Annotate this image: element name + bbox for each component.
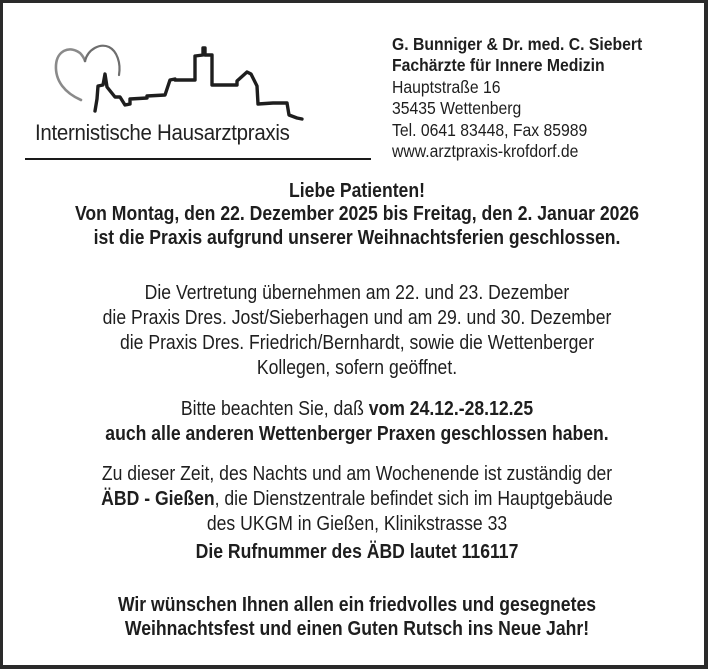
wishes-line: Wir wünschen Ihnen allen ein friedvolles und gesegnetes: [117, 594, 597, 616]
closure-dates: Von Montag, den 22. Dezember 2025 bis Freitag, den 2. Januar 2026: [74, 203, 640, 225]
emergency-line: [45, 487, 668, 512]
greeting-heading: Liebe Patienten!: [289, 180, 425, 202]
closed-dates-line: [45, 397, 668, 422]
closed-scope: auch alle anderen Wettenberger Praxen geschlossen haben.: [105, 423, 609, 445]
emergency-service-name: ÄBD - Gießen: [101, 488, 215, 510]
practice-logo: [25, 41, 375, 165]
closure-reason: ist die Praxis aufgrund unserer Weihnachtsferien geschlossen.: [93, 227, 621, 249]
street-address: Hauptstraße 16: [392, 76, 501, 97]
doctor-names: G. Bunniger & Dr. med. C. Siebert: [392, 34, 643, 54]
practice-logo-text: Internistische Hausarztpraxis: [35, 120, 290, 145]
closure-announcement: [3, 180, 708, 250]
substitute-line: Die Vertretung übernehmen am 22. und 23. Dezember: [144, 282, 570, 304]
substitute-line: Kollegen, sofern geöffnet.: [256, 357, 458, 379]
closed-dates: vom 24.12.-28.12.25: [368, 398, 534, 420]
emergency-line: Zu dieser Zeit, des Nachts und am Wochenende ist zuständig der: [101, 463, 613, 485]
closed-prefix: Bitte beachten Sie, daß: [180, 398, 369, 420]
emergency-location: , die Dienstzentrale befindet sich im Hauptgebäude: [214, 488, 613, 510]
emergency-address: des UKGM in Gießen, Klinikstrasse 33: [206, 513, 508, 535]
specialty: Fachärzte für Innere Medizin: [392, 55, 605, 76]
heart-and-castle-skyline-icon: [25, 41, 375, 121]
substitute-practices: [3, 281, 708, 381]
contact-block: [392, 34, 708, 162]
emergency-service-info: [3, 462, 708, 564]
city-address: 35435 Wettenberg: [392, 98, 522, 119]
phone-fax: Tel. 0641 83448, Fax 85989: [392, 119, 588, 140]
holiday-wishes: [3, 593, 708, 641]
all-practices-closed-note: [3, 397, 708, 446]
substitute-line: die Praxis Dres. Jost/Sieberhagen und am 29. und 30. Dezember: [102, 307, 612, 329]
website-link[interactable]: www.arztpraxis-krofdorf.de: [392, 141, 579, 162]
substitute-line: die Praxis Dres. Friedrich/Bernhardt, sowie die Wettenberger: [119, 332, 595, 354]
wishes-line: Weihnachtsfest und einen Guten Rutsch ins Neue Jahr!: [124, 618, 590, 640]
logo-divider: [25, 158, 371, 160]
emergency-phone: Die Rufnummer des ÄBD lautet 116117: [195, 541, 519, 563]
